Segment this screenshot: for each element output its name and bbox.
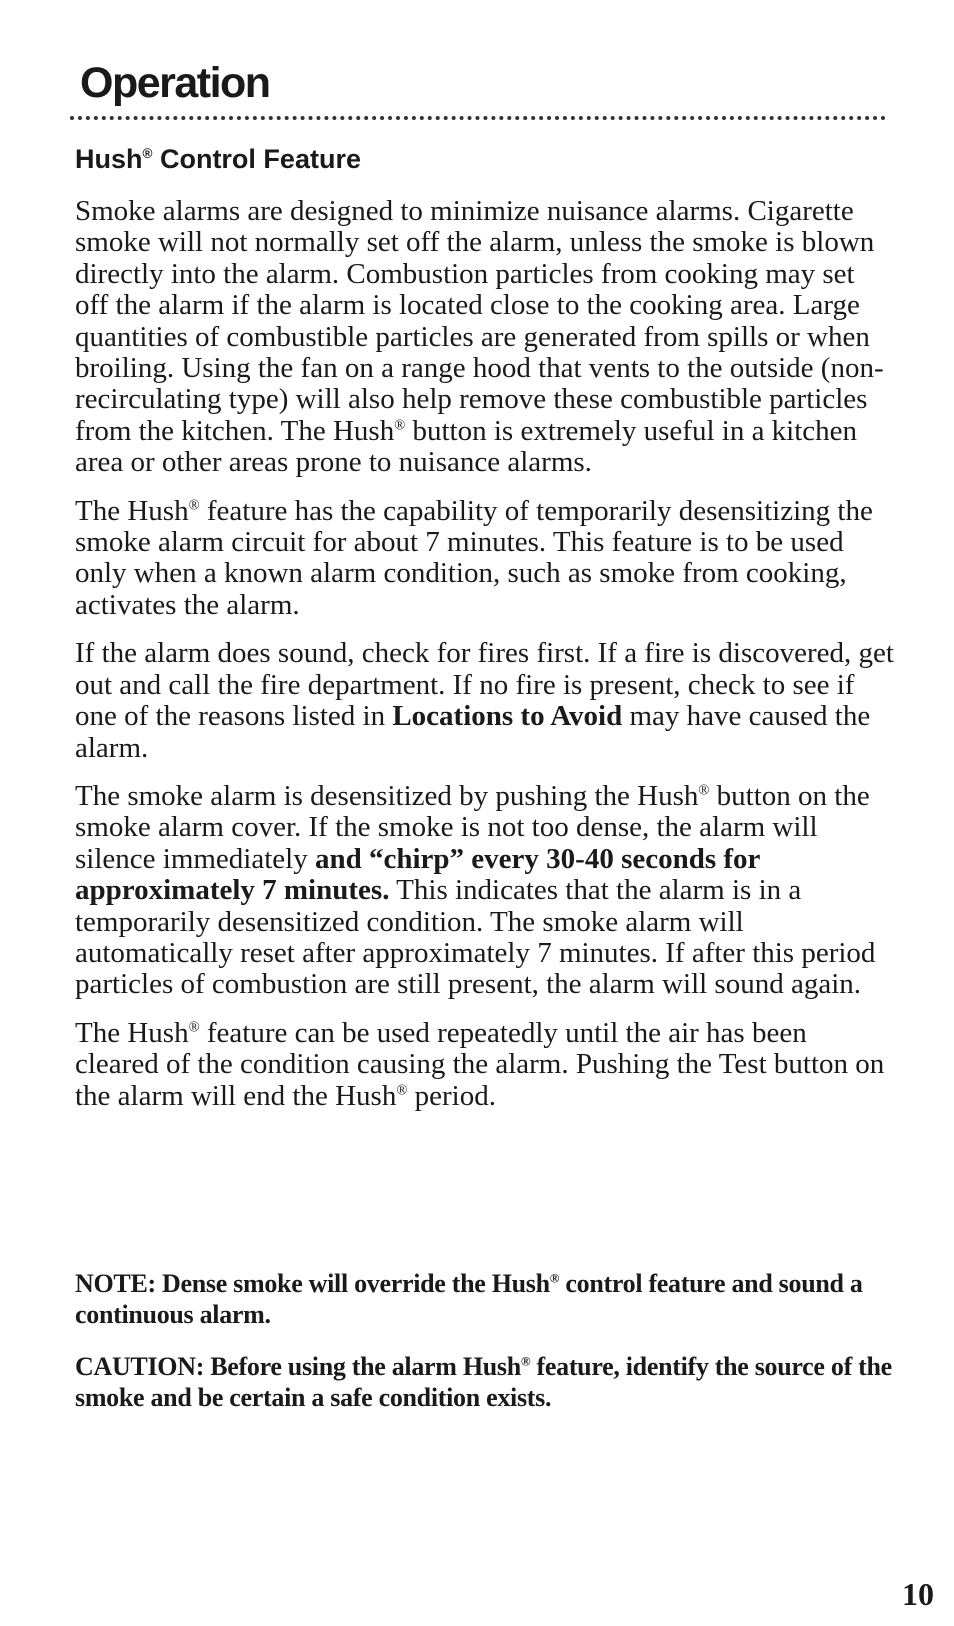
registered-mark: ® bbox=[520, 1353, 531, 1369]
paragraph-nuisance-alarms bbox=[75, 196, 895, 479]
section-heading-rest: Control Feature bbox=[152, 144, 361, 174]
body-text bbox=[75, 196, 895, 1129]
paragraph-text: Smoke alarms are designed to minimize nuisance alarms. Cigarette smoke will not normally set off the alarm, unless the smoke is blown directly into the alarm. Combustion particles from cooking may set off the alarm if the alarm is located close to the cooking area. Large quantities of combustible particles are generated from spills or when broiling. Using the fan on a range hood that vents to the outside (non-recirculating type) will also help remove these combustible particles from the kitchen. The Hush bbox=[75, 195, 884, 447]
paragraph-text: button on the smoke alarm cover. If the smoke is not too dense, the alarm will silence immediately bbox=[75, 779, 870, 875]
paragraph-text: The Hush bbox=[75, 1016, 189, 1049]
page-title: Operation bbox=[80, 59, 270, 107]
paragraph-text: feature can be used repeatedly until the air has been cleared of the condition causing the alarm. Pushing the Test button on the alarm will end the Hush bbox=[75, 1016, 885, 1112]
paragraph-check-fires bbox=[75, 638, 895, 764]
registered-mark: ® bbox=[188, 1019, 200, 1036]
page-number: 10 bbox=[902, 1576, 934, 1612]
paragraph-text: feature has the capability of temporarily desensitizing the smoke alarm circuit for about 7 minutes. This feature is to be used only when a known alarm condition, such as smoke from cooking, activates the alarm. bbox=[75, 494, 873, 621]
paragraph-text: button is extremely useful in a kitchen area or other areas prone to nuisance alarms. bbox=[75, 414, 858, 479]
note-text: control feature and sound a continuous alarm. bbox=[75, 1269, 863, 1329]
paragraph-text: If the alarm does sound, check for fires first. If a fire is discovered, get out and call the fire department. If no fire is present, check to see if one of the reasons listed in bbox=[75, 637, 894, 733]
dotted-divider bbox=[70, 116, 886, 120]
paragraph-hush-capability bbox=[75, 496, 895, 622]
paragraph-repeat-use bbox=[75, 1018, 895, 1112]
caution-text: CAUTION: Before using the alarm Hush bbox=[75, 1352, 521, 1381]
section-heading-text: Hush bbox=[75, 144, 143, 174]
registered-mark: ® bbox=[188, 497, 200, 513]
paragraph-text: period. bbox=[407, 1079, 496, 1112]
paragraph-desensitize bbox=[75, 781, 895, 1001]
paragraph-text: This indicates that the alarm is in a temporarily desensitized condition. The smoke alarm will automatically reset after approximately 7 minutes. If after this period particles of combustion are still present, the alarm will sound again. bbox=[75, 874, 876, 1001]
paragraph-text: The smoke alarm is desensitized by pushing the Hush bbox=[75, 779, 699, 812]
paragraph-text: may have caused the alarm. bbox=[75, 700, 871, 764]
registered-mark: ® bbox=[549, 1270, 560, 1286]
warnings bbox=[75, 1268, 895, 1434]
section-heading bbox=[75, 146, 361, 173]
chirp-emphasis: and “chirp” every 30-40 seconds for approximately 7 minutes. bbox=[75, 842, 760, 907]
locations-reference: Locations to Avoid bbox=[392, 700, 623, 733]
registered-mark: ® bbox=[698, 782, 710, 799]
caution-text: feature, identify the source of the smoke and be certain a safe condition exists. bbox=[75, 1352, 892, 1412]
note-text: NOTE: Dense smoke will override the Hush bbox=[75, 1269, 550, 1298]
paragraph-text: The Hush bbox=[75, 494, 189, 527]
registered-mark: ® bbox=[142, 146, 153, 161]
caution bbox=[75, 1351, 895, 1413]
registered-mark: ® bbox=[394, 417, 406, 434]
note bbox=[75, 1268, 895, 1330]
registered-mark: ® bbox=[396, 1081, 408, 1098]
